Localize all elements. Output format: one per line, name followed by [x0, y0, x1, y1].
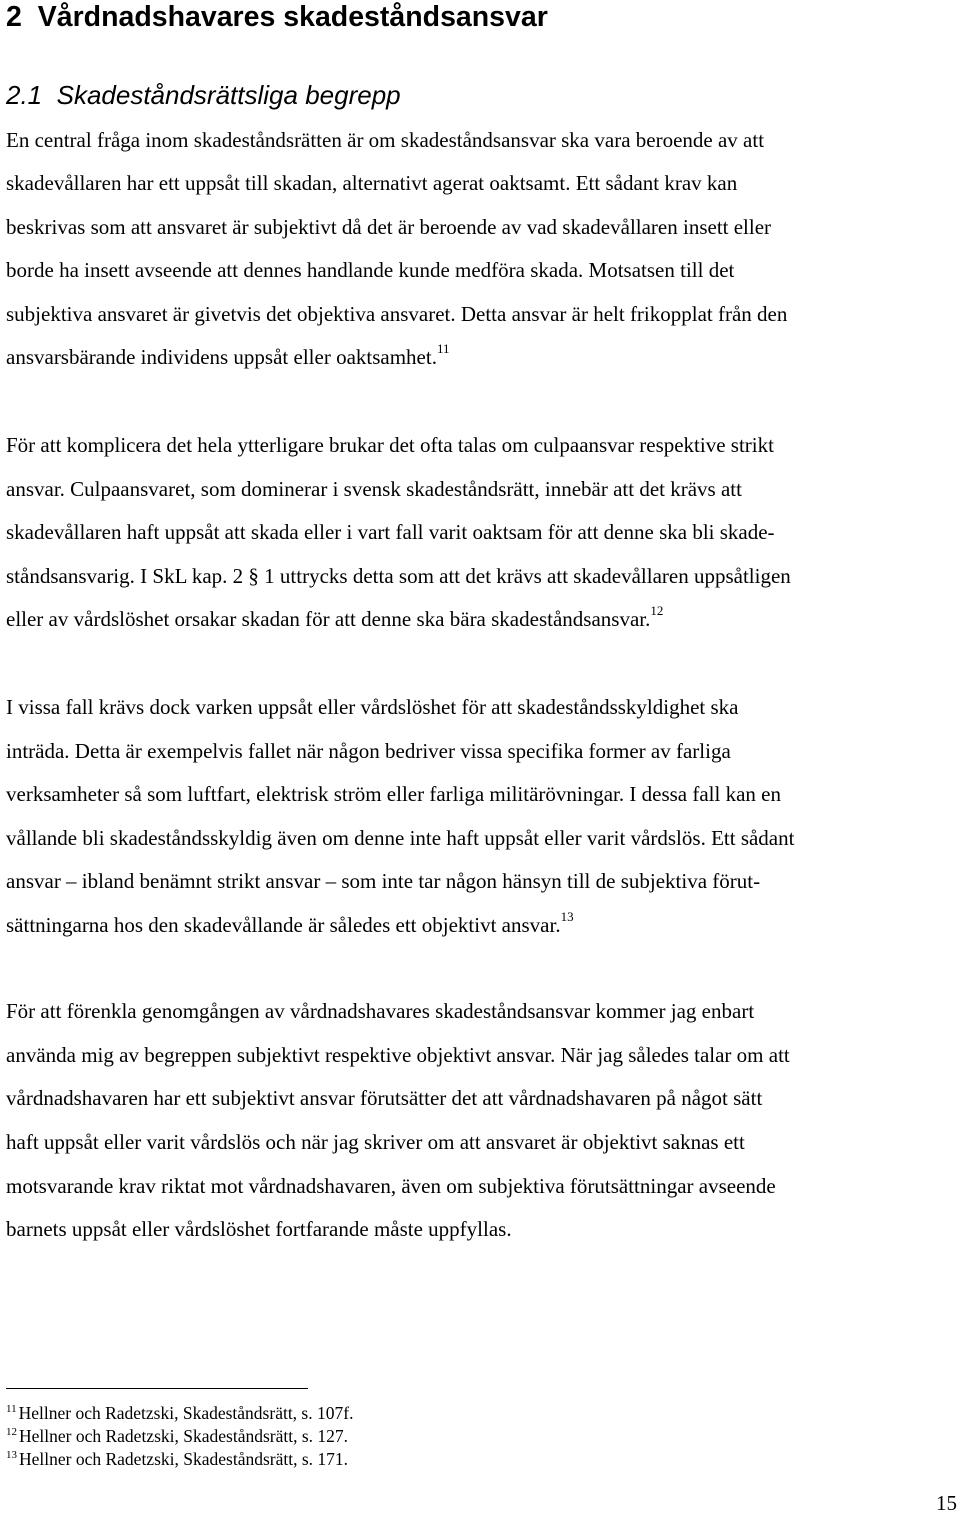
chapter-title: Vårdnadshavares skadeståndsansvar — [37, 1, 548, 33]
footnote-item — [6, 1448, 348, 1470]
paragraph-line: subjektiva ansvaret är givetvis det objektiva ansvaret. Detta ansvar är helt frikopplat från den — [6, 302, 788, 326]
footnote-text: Hellner och Radetzski, Skadeståndsrätt, s. 127. — [19, 1426, 349, 1446]
paragraph-line: En central fråga inom skadeståndsrätten är om skadeståndsansvar ska vara beroende av att — [6, 128, 765, 152]
paragraph-line: I vissa fall krävs dock varken uppsåt eller vårdslöshet för att skadeståndsskyldighet ska — [6, 695, 739, 719]
paragraph-line-text: eller av vårdslöshet orsakar skadan för att denne ska bära skadeståndsansvar. — [6, 607, 651, 631]
paragraph-line: motsvarande krav riktat mot vårdnadshavaren, även om subjektiva förutsättningar avseende — [6, 1174, 776, 1198]
paragraph-line — [6, 909, 574, 938]
paragraph-line: skadevållaren har ett uppsåt till skadan, alternativt agerat oaktsamt. Ett sådant krav kan — [6, 171, 738, 195]
chapter-number: 2 — [6, 1, 22, 33]
footnote-item — [6, 1402, 353, 1424]
footnote-number: 11 — [6, 1403, 17, 1416]
paragraph-line: haft uppsåt eller varit vårdslös och när jag skriver om att ansvaret är objektivt saknas ett — [6, 1130, 745, 1154]
footnote-reference[interactable]: 11 — [436, 341, 450, 356]
paragraph-line: inträda. Detta är exempelvis fallet när någon bedriver vissa specifika former av farliga — [6, 739, 731, 763]
footnote-reference[interactable]: 13 — [560, 909, 574, 924]
footnote-number: 12 — [6, 1426, 17, 1439]
paragraph-line: ansvar – ibland benämnt strikt ansvar – som inte tar någon hänsyn till de subjektiva förut- — [6, 869, 761, 893]
paragraph-line: barnets uppsåt eller vårdslöshet fortfarande måste uppfyllas. — [6, 1217, 512, 1241]
footnote-item — [6, 1425, 348, 1447]
paragraph-line-text: ansvarsbärande individens uppsåt eller oaktsamhet. — [6, 345, 437, 369]
footnote-number: 13 — [6, 1449, 17, 1462]
section-number: 2.1 — [6, 80, 43, 110]
paragraph-line: vårdnadshavaren har ett subjektivt ansvar förutsätter det att vårdnadshavaren på något sätt — [6, 1086, 763, 1110]
paragraph-line: vållande bli skadeståndsskyldig även om denne inte haft uppsåt eller varit vårdslös. Ett sådant — [6, 826, 795, 850]
chapter-heading — [6, 0, 548, 34]
paragraph-line: skadevållaren haft uppsåt att skada eller i vart fall varit oaktsam för att denne ska bli skade- — [6, 520, 775, 544]
footnote-separator — [6, 1388, 308, 1389]
section-title: Skadeståndsrättsliga begrepp — [56, 80, 401, 110]
page-number: 15 — [936, 1491, 957, 1515]
paragraph-line: borde ha insett avseende att dennes handlande kunde medföra skada. Motsatsen till det — [6, 258, 735, 282]
paragraph-line — [6, 603, 664, 632]
paragraph-line: ståndsansvarig. I SkL kap. 2 § 1 uttrycks detta som att det krävs att skadevållaren uppsåtligen — [6, 564, 791, 588]
footnote-reference[interactable]: 12 — [650, 603, 664, 618]
footnote-text: Hellner och Radetzski, Skadeståndsrätt, s. 107f. — [18, 1403, 354, 1423]
paragraph-line — [6, 341, 450, 370]
paragraph-line-text: sättningarna hos den skadevållande är således ett objektivt ansvar. — [6, 913, 561, 937]
footnote-text: Hellner och Radetzski, Skadeståndsrätt, s. 171. — [19, 1449, 349, 1469]
paragraph-line: För att komplicera det hela ytterligare brukar det ofta talas om culpaansvar respektive strikt — [6, 433, 774, 457]
paragraph-line: För att förenkla genomgången av vårdnadshavares skadeståndsansvar kommer jag enbart — [6, 999, 755, 1023]
paragraph-line: verksamheter så som luftfart, elektrisk ström eller farliga militärövningar. I dessa fall kan en — [6, 782, 781, 806]
paragraph-line: beskrivas som att ansvaret är subjektivt då det är beroende av vad skadevållaren insett eller — [6, 215, 772, 239]
paragraph-line: ansvar. Culpaansvaret, som dominerar i svensk skadeståndsrätt, innebär att det krävs att — [6, 477, 742, 501]
paragraph-line: använda mig av begreppen subjektivt respektive objektivt ansvar. När jag således talar om att — [6, 1043, 790, 1067]
section-heading — [6, 79, 401, 111]
